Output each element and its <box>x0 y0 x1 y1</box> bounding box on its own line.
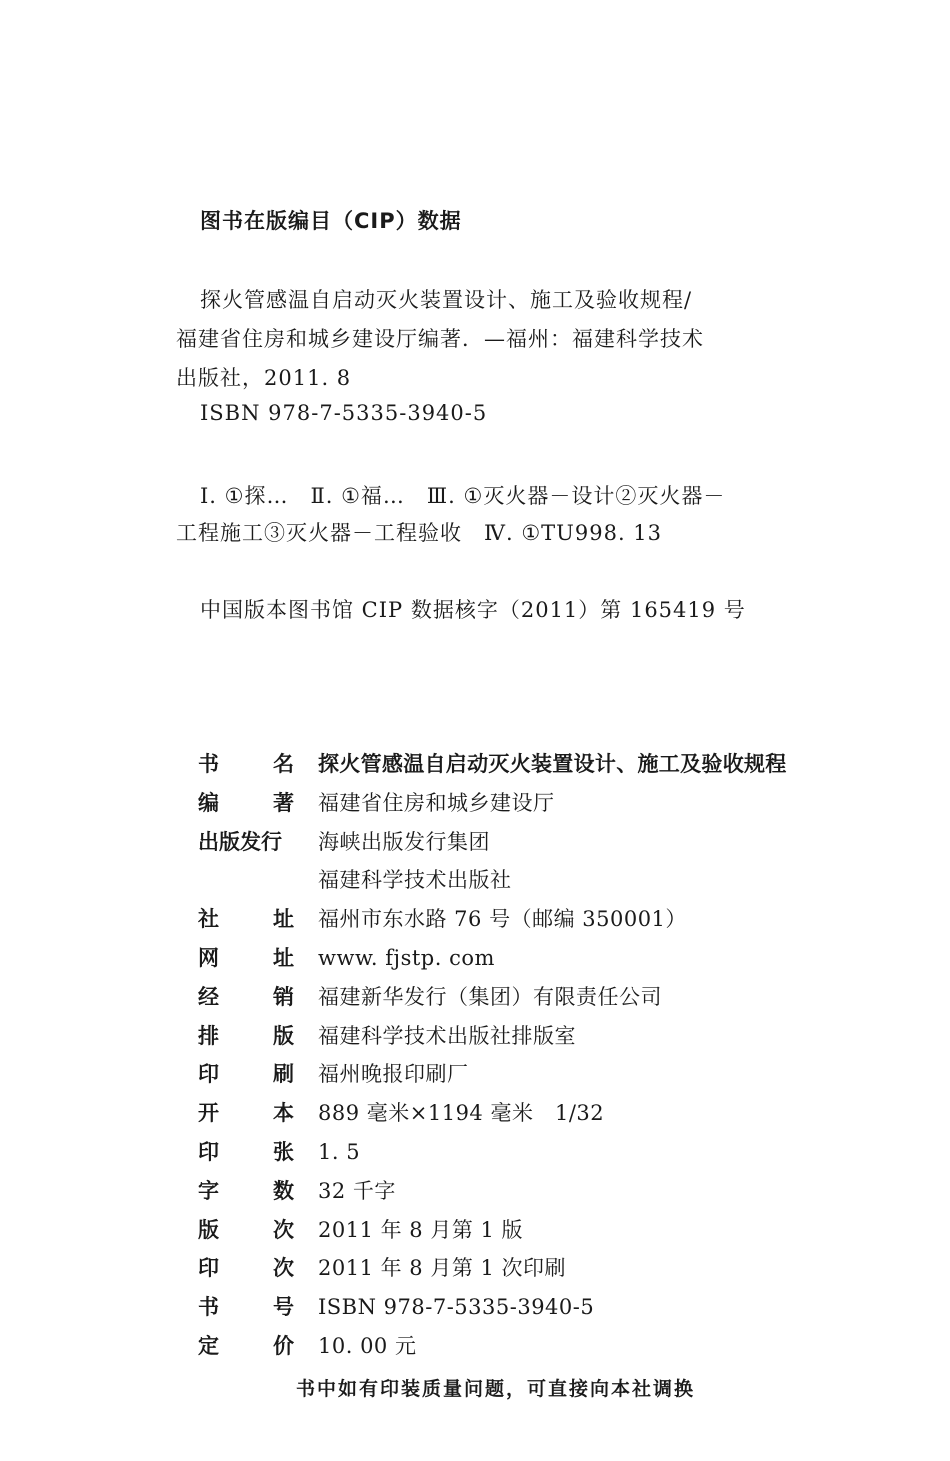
colophon-row-sheets <box>198 1136 878 1175</box>
colophon-label: 字 数 <box>198 1178 294 1203</box>
colophon-value: 1. 5 <box>318 1139 361 1164</box>
colophon-row-author <box>198 787 878 826</box>
colophon-row-publisher-2 <box>198 864 878 903</box>
colophon-label: 社 址 <box>198 907 294 932</box>
colophon-row-typesetting <box>198 1020 878 1059</box>
colophon-label: 版 次 <box>198 1217 294 1242</box>
colophon-row-website <box>198 942 878 981</box>
colophon-value: 福建新华发行（集团）有限责任公司 <box>318 984 662 1009</box>
colophon-value: 2011 年 8 月第 1 次印刷 <box>318 1256 567 1281</box>
cip-classification-line: Ⅰ. ①探… Ⅱ. ①福… Ⅲ. ①灭火器－设计②灭火器－ <box>200 484 726 508</box>
colophon-value: 福建科学技术出版社 <box>318 868 512 893</box>
colophon-value: 福州市东水路 76 号（邮编 350001） <box>318 907 687 932</box>
colophon-label: 印 张 <box>198 1139 294 1164</box>
colophon-row-title <box>198 748 878 787</box>
colophon-value: ISBN 978-7-5335-3940-5 <box>318 1295 595 1320</box>
cip-heading: 图书在版编目（CIP）数据 <box>200 209 462 233</box>
colophon-label: 编 著 <box>198 790 294 815</box>
colophon-value: 889 毫米×1194 毫米 1/32 <box>318 1101 605 1126</box>
colophon-label: 经 销 <box>198 984 294 1009</box>
colophon-label: 出版发行 <box>198 829 282 854</box>
colophon-label: 书 号 <box>198 1295 294 1320</box>
cip-record-line: 探火管感温自启动灭火装置设计、施工及验收规程/ <box>200 288 693 312</box>
colophon-value: 探火管感温自启动灭火装置设计、施工及验收规程 <box>318 752 787 776</box>
colophon-label: 网 址 <box>198 945 294 970</box>
colophon-value: 10. 00 元 <box>318 1333 417 1358</box>
colophon-row-isbn <box>198 1291 878 1330</box>
colophon-row-address <box>198 903 878 942</box>
colophon-row-price <box>198 1330 878 1369</box>
colophon-row-printing <box>198 1252 878 1291</box>
colophon-value: 福建科学技术出版社排版室 <box>318 1023 576 1048</box>
colophon-label: 定 价 <box>198 1333 294 1358</box>
colophon-value: 福州晚报印刷厂 <box>318 1062 469 1087</box>
colophon-value: www. fjstp. com <box>318 945 495 970</box>
colophon-label: 印 次 <box>198 1256 294 1281</box>
cip-classification-line: 工程施工③灭火器－工程验收 Ⅳ. ①TU998. 13 <box>176 521 663 545</box>
colophon-table <box>198 748 878 1369</box>
colophon-row-distributor <box>198 981 878 1020</box>
colophon-value: 2011 年 8 月第 1 版 <box>318 1217 524 1242</box>
cip-verification-number: 中国版本图书馆 CIP 数据核字（2011）第 165419 号 <box>200 598 746 622</box>
colophon-row-edition <box>198 1214 878 1253</box>
colophon-row-format <box>198 1097 878 1136</box>
footer-note: 书中如有印装质量问题，可直接向本社调换 <box>296 1378 696 1400</box>
cip-record-line: 福建省住房和城乡建设厅编著．—福州：福建科学技术 <box>176 327 704 351</box>
colophon-label: 排 版 <box>198 1023 294 1048</box>
colophon-label: 书 名 <box>198 752 294 776</box>
cip-record-line: 出版社，2011. 8 <box>176 366 352 390</box>
colophon-value: 32 千字 <box>318 1178 396 1203</box>
colophon-label: 开 本 <box>198 1101 294 1126</box>
colophon-label: 印 刷 <box>198 1062 294 1087</box>
colophon-row-publisher <box>198 826 878 865</box>
colophon-row-word-count <box>198 1175 878 1214</box>
colophon-value: 福建省住房和城乡建设厅 <box>318 790 555 815</box>
cip-isbn: ISBN 978-7-5335-3940-5 <box>200 401 488 425</box>
colophon-value: 海峡出版发行集团 <box>318 829 490 854</box>
colophon-row-printer <box>198 1058 878 1097</box>
